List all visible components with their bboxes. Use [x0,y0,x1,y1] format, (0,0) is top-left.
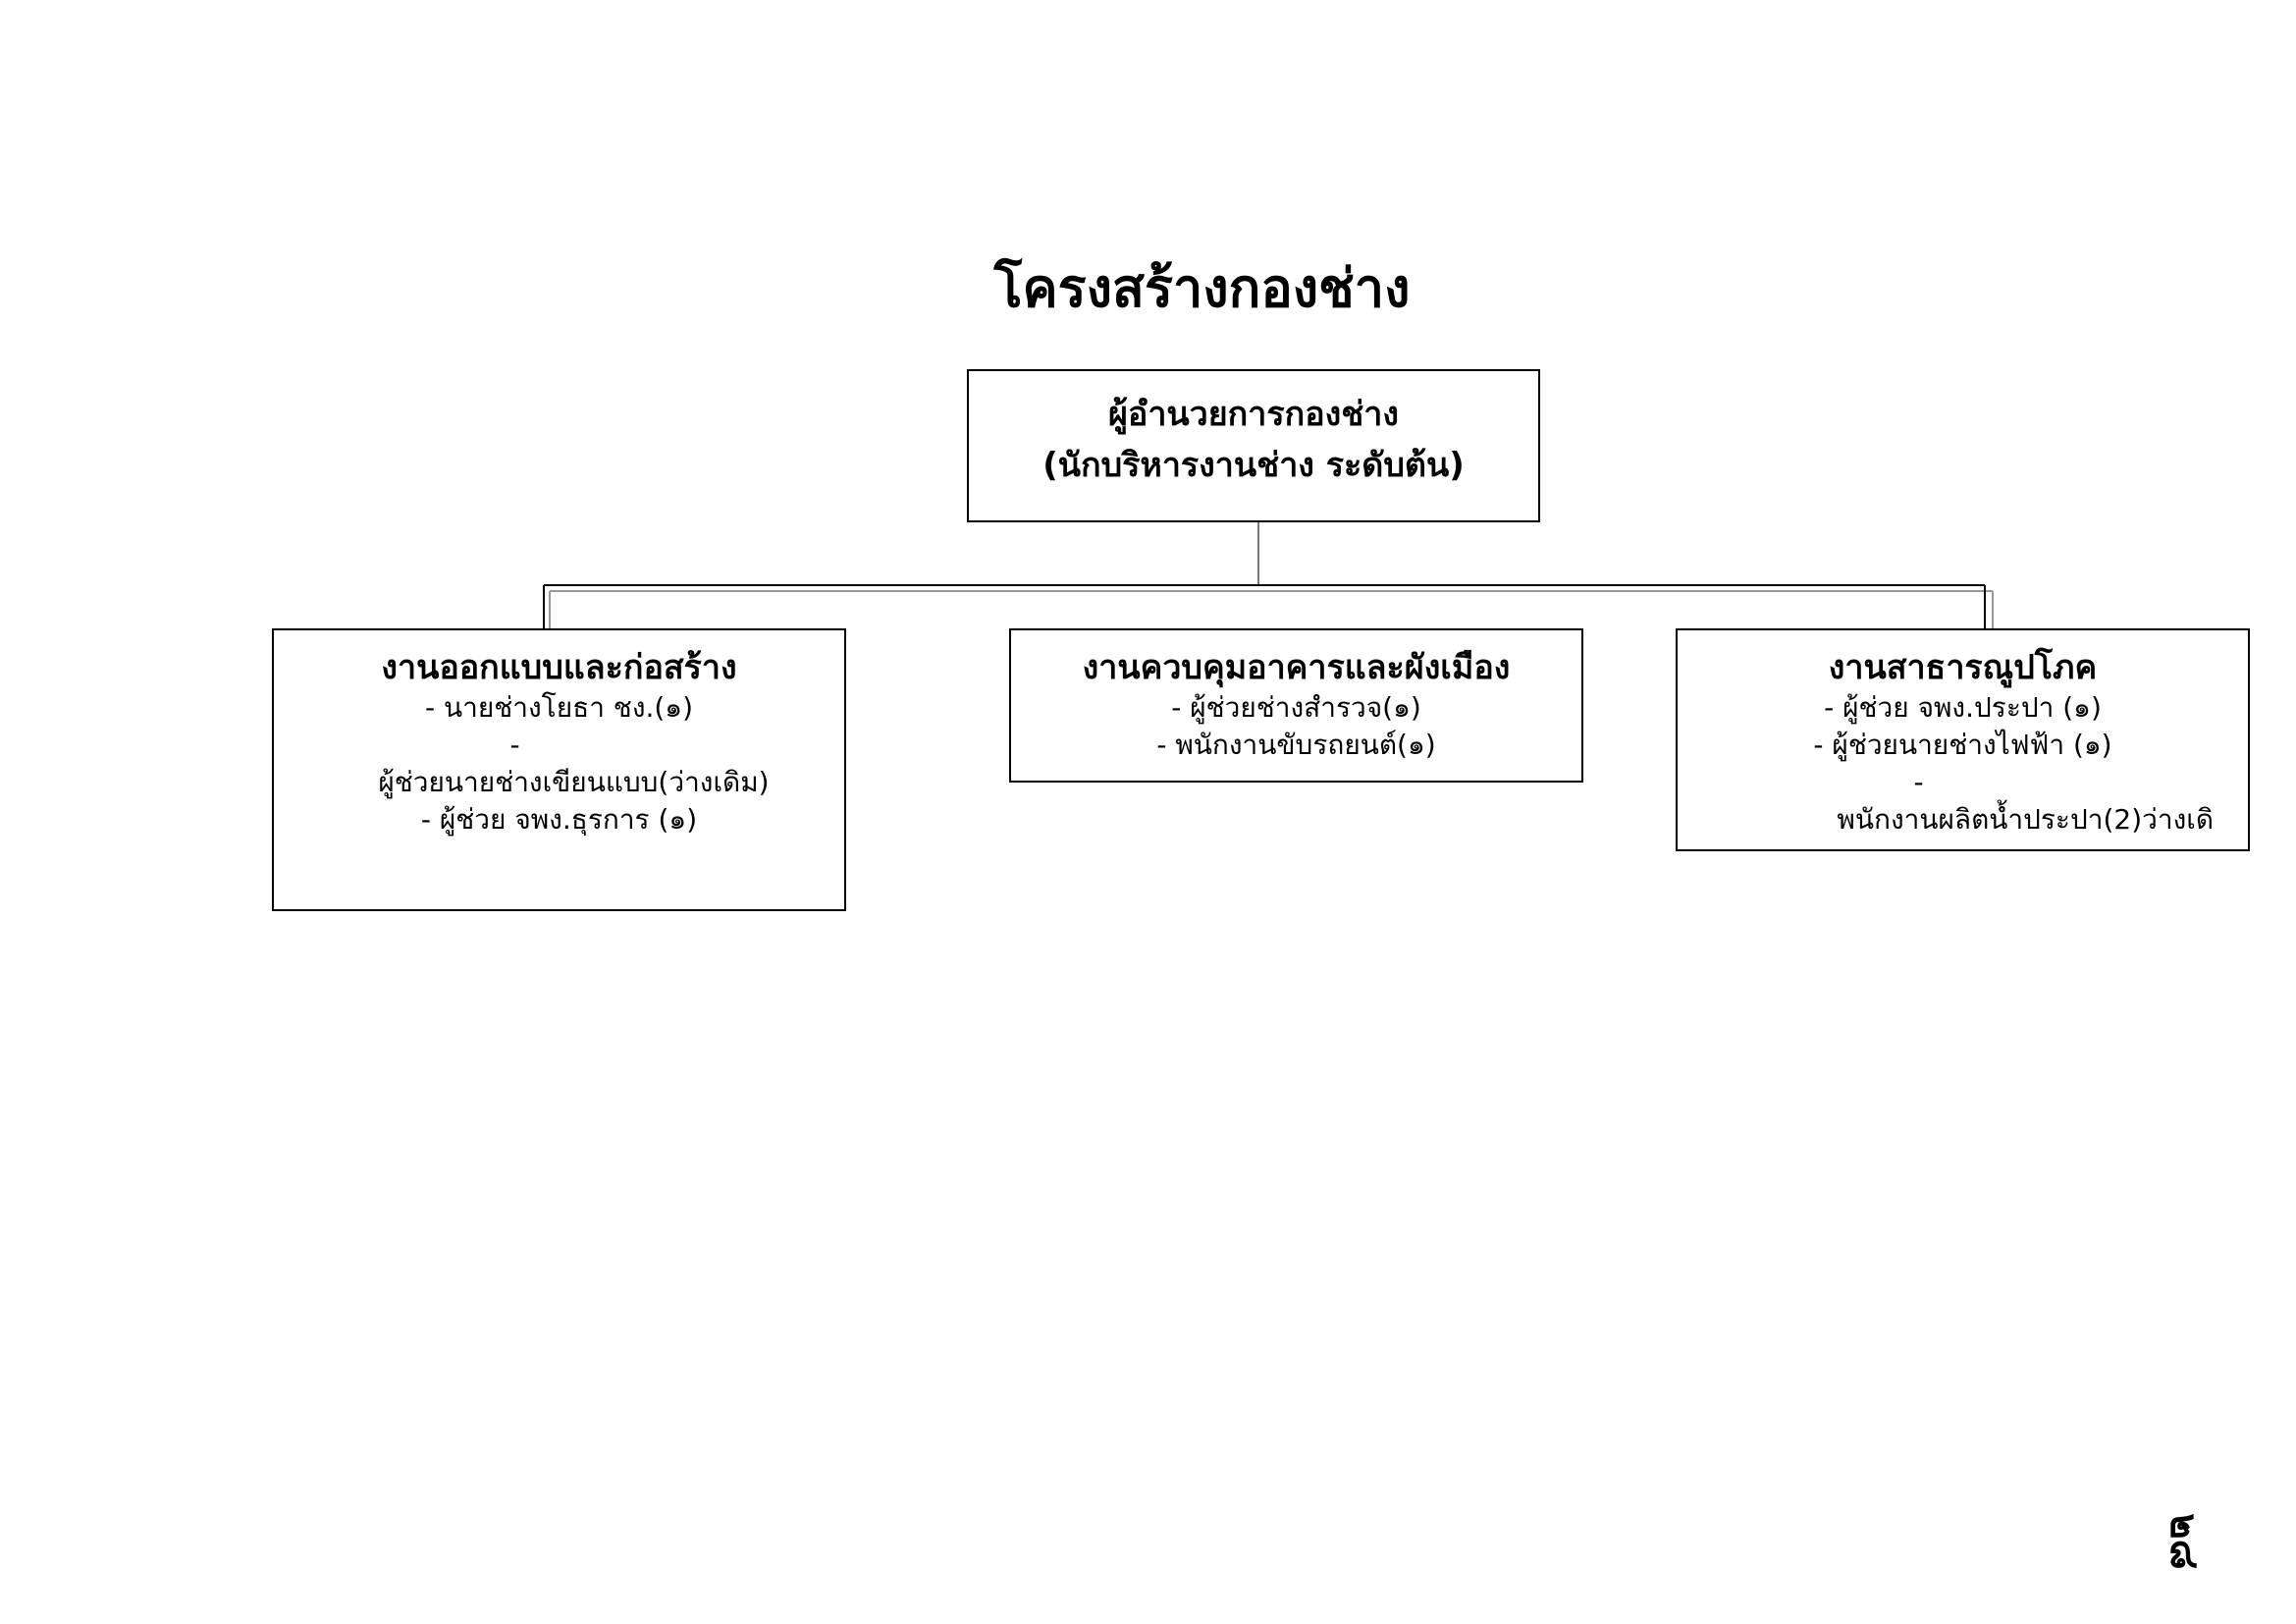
page-title: โครงสร้างกองช่าง [993,257,1411,319]
unit-box-public-utilities [1676,628,2250,851]
list-item: - ผู้ช่วยนายช่างไฟฟ้า (๑) [1813,729,2112,761]
list-item: - ผู้ช่วยช่างสำรวจ(๑) [1171,691,1421,724]
director-title: ผู้อำนวยการกองช่าง [1107,395,1399,434]
list-item: - ผู้ช่วย จพง.ประปา (๑) [1824,691,2102,724]
list-item: - พนักงานผลิตน้ำประปา(2)ว่างเดิ [1837,766,2214,836]
unit-staff-list [1678,689,2248,839]
unit-heading: งานออกแบบและก่อสร้าง [381,648,737,687]
director-box [967,369,1540,522]
unit-staff-list [1011,689,1581,764]
unit-heading: งานสาธารณูปโภค [1828,648,2098,687]
unit-box-design-construction [272,628,846,911]
list-item: - ผู้ช่วย จพง.ธุรการ (๑) [420,803,698,836]
director-position: (นักบริหารงานช่าง ระดับต้น) [1042,446,1465,485]
list-item: - พนักงานขับรถยนต์(๑) [1156,729,1436,761]
list-item: - นายช่างโยธา ชง.(๑) [424,691,694,724]
list-item: - ผู้ช่วยนายช่างเขียนแบบ(ว่างเดิม) [378,729,770,798]
unit-heading: งานควบคุมอาคารและผังเมือง [1082,648,1511,687]
page-number: ๒๘ [2162,1513,2207,1570]
unit-box-building-control [1009,628,1583,783]
unit-staff-list [274,689,844,839]
